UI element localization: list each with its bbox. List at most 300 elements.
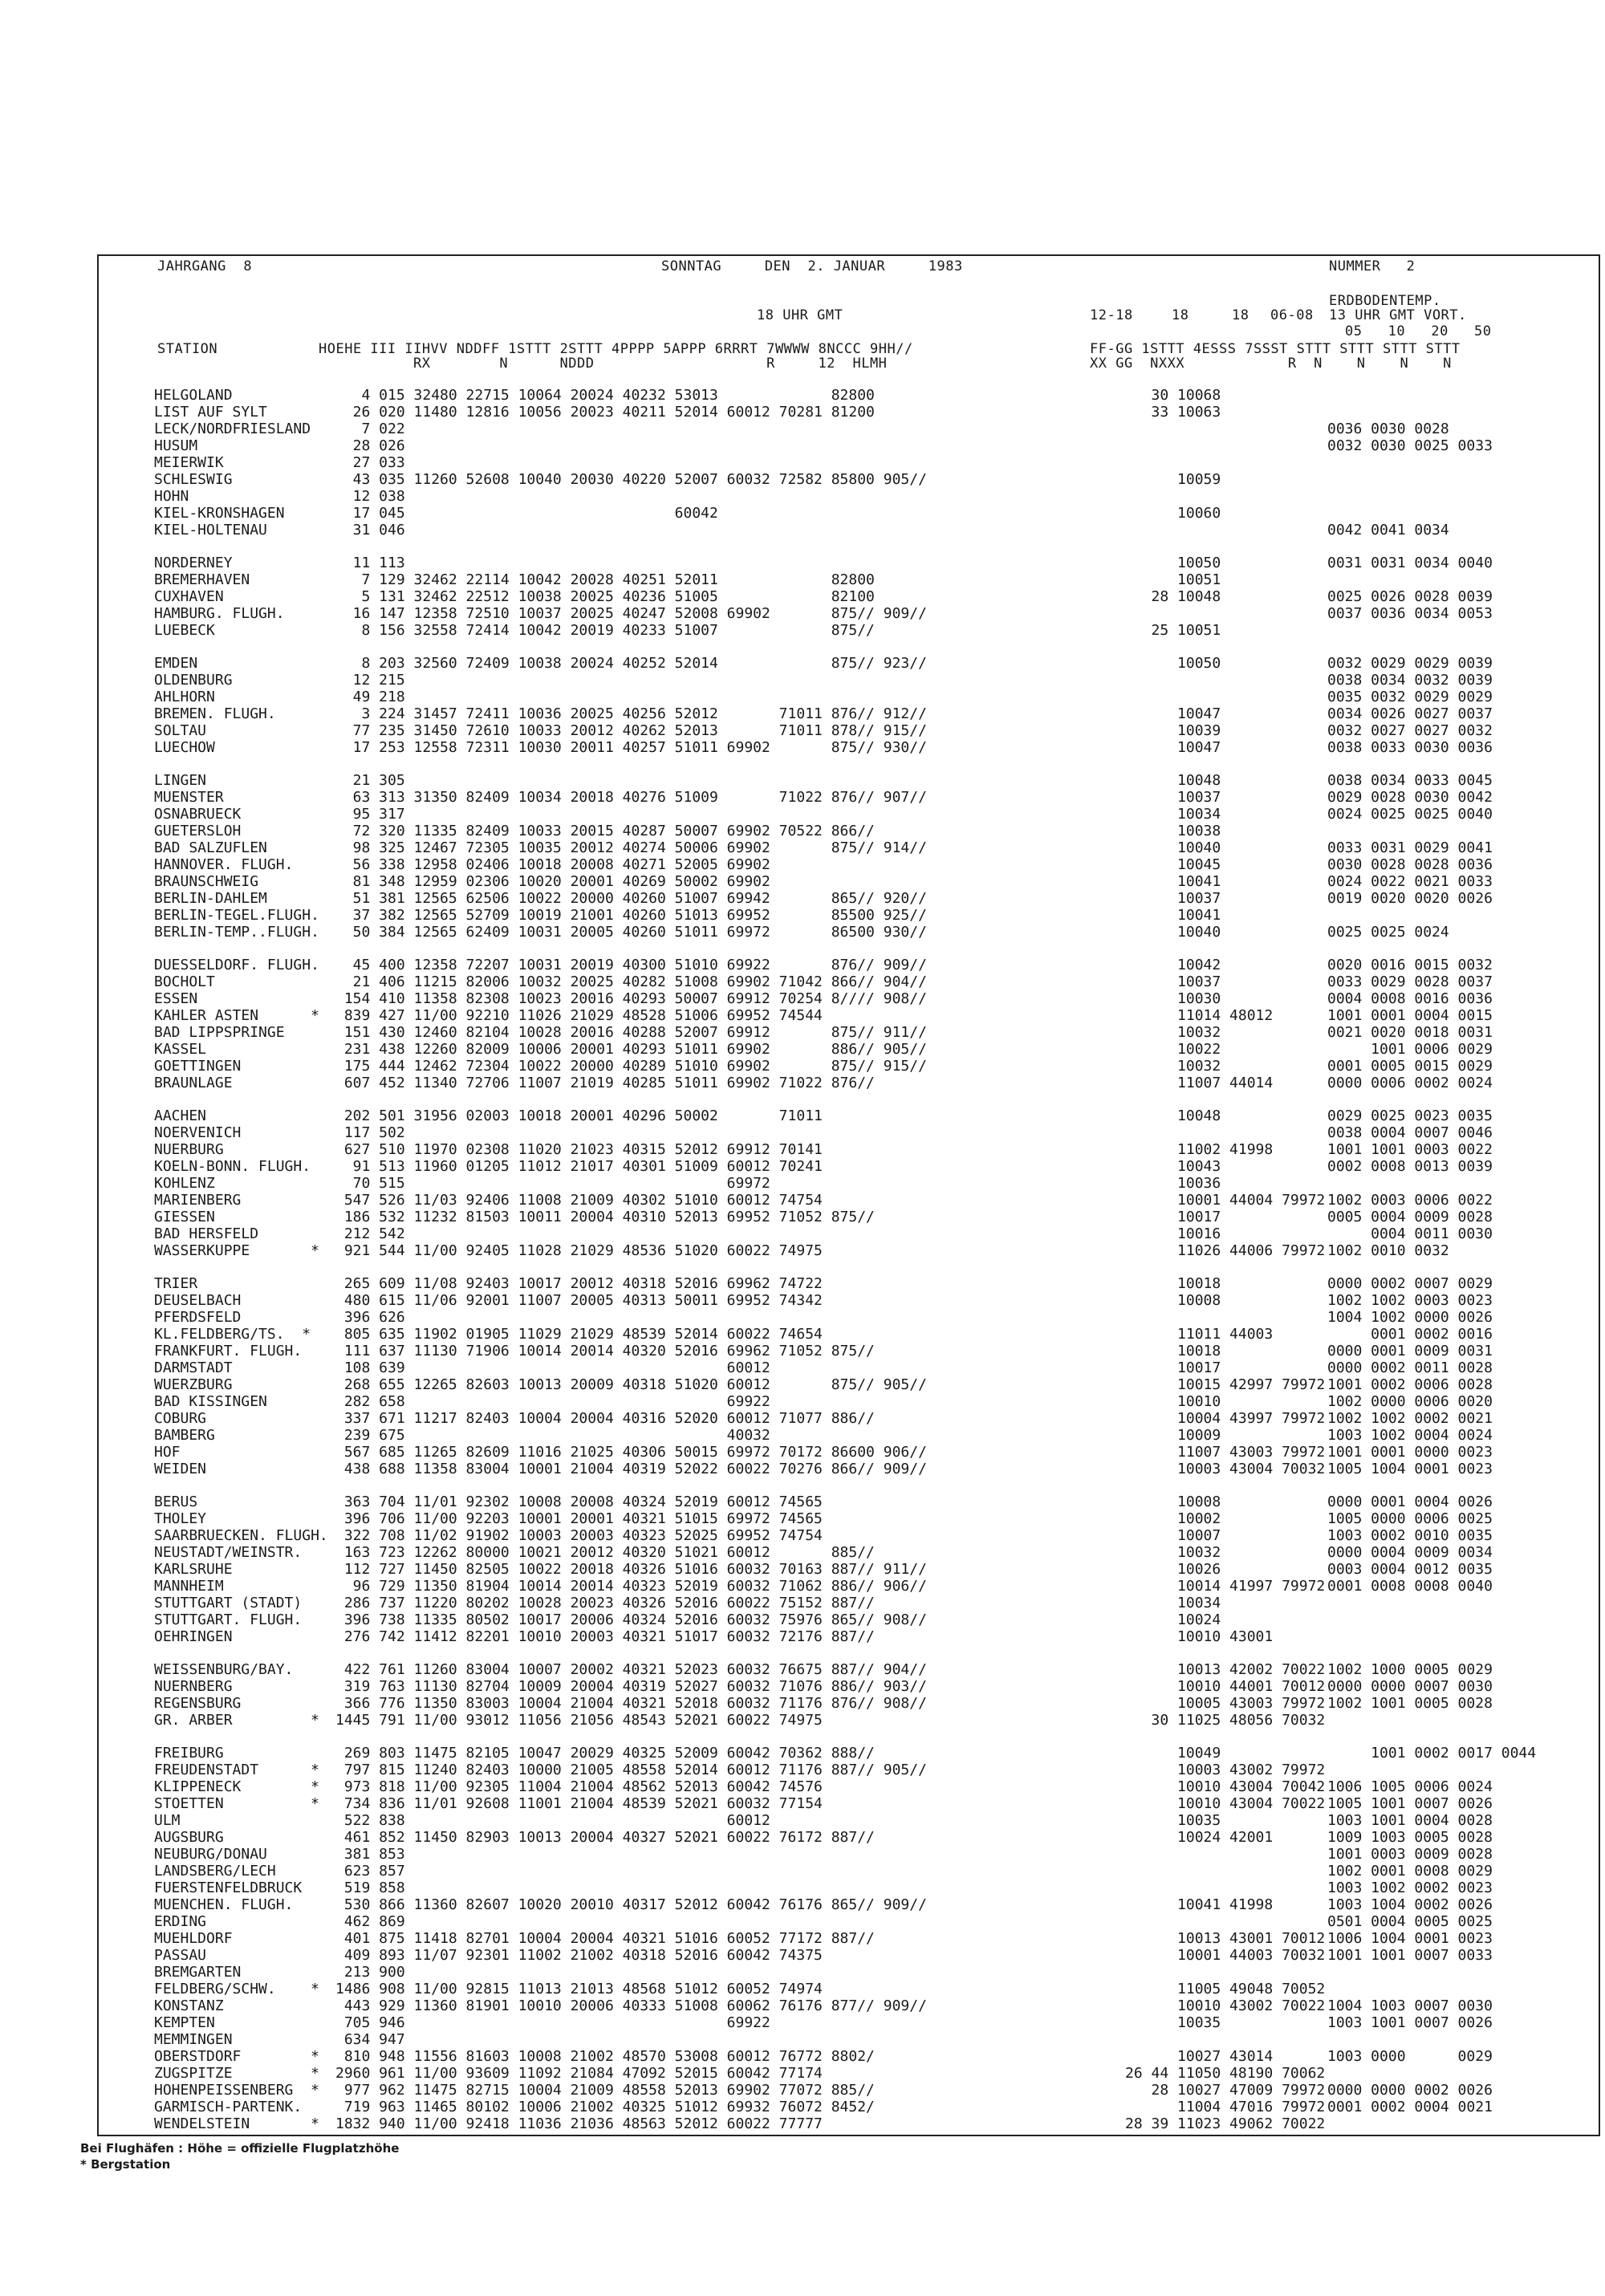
max-min-values: 10036 [1125, 1175, 1221, 1192]
station-name: KOELN-BONN. FLUGH. [154, 1158, 311, 1175]
observation-values: 319 763 11130 82704 10009 20004 40319 52027 60032 71076 886// 903// [335, 1678, 927, 1695]
station-name: MANNHEIM [154, 1578, 224, 1595]
max-min-values: 11026 44006 79972 [1125, 1242, 1326, 1259]
observation-values: 519 858 [335, 1879, 405, 1896]
observation-values: 363 704 11/01 92302 10008 20008 40324 52019 60012 74565 [335, 1493, 823, 1510]
max-min-values: 33 10063 [1125, 404, 1221, 421]
column-headers-right: FF-GG 1STTT 4ESSS 7SSST STTT STTT STTT STTT [1090, 341, 1461, 357]
max-min-values: 11014 48012 [1125, 1007, 1274, 1024]
observation-values: 202 501 31956 02003 10018 20001 40296 50002 71011 [335, 1107, 823, 1124]
table-row [154, 1326, 1591, 1343]
observation-values: 627 510 11970 02308 11020 21023 40315 52012 69912 70141 [335, 1141, 823, 1158]
uhr18-label: 18 UHR GMT [757, 307, 843, 323]
observation-values: 805 635 11902 01905 11029 21029 48539 52014 60022 74654 [335, 1326, 823, 1343]
table-row [154, 1393, 1591, 1410]
station-name: FREUDENSTADT * [154, 1762, 319, 1778]
station-name: BAMBERG [154, 1427, 215, 1444]
observation-values: 7 129 32462 22114 10042 20028 40251 52011 82800 [335, 571, 875, 588]
max-min-values: 10018 [1125, 1275, 1221, 1292]
station-group [154, 1493, 1591, 1645]
observation-values: 16 147 12358 72510 10037 20025 40247 52008 69902 875// 909// [335, 605, 927, 622]
table-row [154, 823, 1591, 839]
soil-temperatures: 1001 1001 0007 0033 [1327, 1947, 1493, 1964]
table-row [154, 705, 1591, 722]
station-name: KIEL-KRONSHAGEN [154, 505, 285, 522]
station-name: HOHENPEISSENBERG * [154, 2082, 319, 2099]
observation-values: 422 761 11260 83004 10007 20002 40321 52023 60032 76675 887// 904// [335, 1661, 927, 1678]
observation-values: 81 348 12959 02306 10020 20001 40269 50002 69902 [335, 873, 770, 890]
soil-temperatures: 0035 0032 0029 0029 [1327, 689, 1493, 705]
station-name: MUEHLDORF [154, 1930, 233, 1947]
soil-temperatures: 0032 0027 0027 0032 [1327, 722, 1493, 739]
observation-values: 7 022 [335, 421, 405, 437]
table-row [154, 2048, 1591, 2065]
max-min-values: 10005 43003 79972 [1125, 1695, 1326, 1712]
max-min-values: 10045 [1125, 856, 1221, 873]
station-name: LUECHOW [154, 739, 215, 756]
soil-temperatures: 0033 0031 0029 0041 [1327, 839, 1493, 856]
table-row [154, 1225, 1591, 1242]
observation-values: 719 963 11465 80102 10006 21002 40325 51012 69932 76072 8452/ [335, 2099, 875, 2115]
station-name: KLIPPENECK * [154, 1778, 319, 1795]
station-name: BAD SALZUFLEN [154, 839, 267, 856]
table-row [154, 1795, 1591, 1812]
max-min-values: 10001 44003 70032 [1125, 1947, 1326, 1964]
table-row [154, 1041, 1591, 1058]
col-06-08: 06-08 [1270, 307, 1314, 323]
max-min-values: 28 39 11023 49062 70022 [1125, 2115, 1326, 2132]
max-min-values: 10049 [1125, 1745, 1221, 1762]
max-min-values: 10034 [1125, 806, 1221, 823]
station-name: PASSAU [154, 1947, 207, 1964]
table-row [154, 1678, 1591, 1695]
soil-temperatures: 1001 0006 0029 [1327, 1041, 1493, 1058]
table-row [154, 973, 1591, 990]
max-min-values: 10010 [1125, 1393, 1221, 1410]
footnote-mountain: * Bergstation [80, 2157, 171, 2172]
soil-temperatures: 1003 1002 0004 0024 [1327, 1427, 1493, 1444]
observation-values: 45 400 12358 72207 10031 20019 40300 51010 69922 876// 909// [335, 957, 927, 973]
table-row [154, 1628, 1591, 1645]
soil-temperatures: 0038 0034 0033 0045 [1327, 772, 1493, 789]
max-min-values: 10048 [1125, 1107, 1221, 1124]
soil-temperatures: 0025 0025 0024 [1327, 924, 1449, 941]
observation-values: 175 444 12462 72304 10022 20000 40289 51010 69902 875// 915// [335, 1058, 927, 1075]
table-row [154, 1611, 1591, 1628]
station-name: WENDELSTEIN * [154, 2115, 319, 2132]
soil-temperatures: 0000 0000 0007 0030 [1327, 1678, 1493, 1695]
soil-temperatures: 1005 1004 0001 0023 [1327, 1461, 1493, 1477]
observation-values: 31 046 [335, 522, 405, 538]
soil-temperatures: 0021 0020 0018 0031 [1327, 1024, 1493, 1041]
soil-temperatures: 1001 0002 0017 0044 [1327, 1745, 1537, 1762]
issue-number: NUMMER 2 [1329, 258, 1416, 274]
soil-temperatures: 0030 0028 0028 0036 [1327, 856, 1493, 873]
max-min-values: 10007 [1125, 1527, 1221, 1544]
max-min-values: 10022 [1125, 1041, 1221, 1058]
soil-temperatures: 0000 0002 0011 0028 [1327, 1359, 1493, 1376]
table-row [154, 1493, 1591, 1510]
station-name: OEHRINGEN [154, 1628, 233, 1645]
max-min-values: 10010 44001 70012 [1125, 1678, 1326, 1695]
soil-temperatures: 0025 0026 0028 0039 [1327, 588, 1493, 605]
max-min-values: 10040 [1125, 924, 1221, 941]
observation-values: 117 502 [335, 1124, 405, 1141]
observation-values: 112 727 11450 82505 10022 20018 40326 51016 60032 70163 887// 911// [335, 1561, 927, 1578]
soil-temperatures: 0000 0001 0004 0026 [1327, 1493, 1493, 1510]
station-name: KOHLENZ [154, 1175, 215, 1192]
soil-temperatures: 1002 0001 0008 0029 [1327, 1863, 1493, 1879]
station-name: HOF [154, 1444, 181, 1461]
column-headers: HOEHE III IIHVV NDDFF 1STTT 2STTT 4PPPP 5APPP 6RRRT 7WWWW 8NCCC 9HH// [319, 341, 913, 357]
station-name: MUENSTER [154, 789, 224, 806]
observation-values: 977 962 11475 82715 10004 21009 48558 52013 69902 77072 885// [335, 2082, 875, 2099]
observation-values: 21 406 11215 82006 10032 20025 40282 51008 69902 71042 866// 904// [335, 973, 927, 990]
observation-values: 5 131 32462 22512 10038 20025 40236 51005 82100 [335, 588, 875, 605]
station-name: GOETTINGEN [154, 1058, 242, 1075]
station-name: LECK/NORDFRIESLAND [154, 421, 311, 437]
soil-temperatures: 0038 0034 0032 0039 [1327, 672, 1493, 689]
max-min-values: 10008 [1125, 1493, 1221, 1510]
max-min-values: 10043 [1125, 1158, 1221, 1175]
observation-values: 163 723 12262 80000 10021 20012 40320 51021 60012 885// [335, 1544, 875, 1561]
observation-values: 51 381 12565 62506 10022 20000 40260 51007 69942 865// 920// [335, 890, 927, 907]
soil-temperatures: 0003 0004 0012 0035 [1327, 1561, 1493, 1578]
observation-values: 286 737 11220 80202 10028 20023 40326 52016 60022 75152 887// [335, 1595, 875, 1611]
max-min-values: 28 10048 [1125, 588, 1221, 605]
soil-temperatures: 0031 0031 0034 0040 [1327, 555, 1493, 571]
table-row [154, 404, 1591, 421]
max-min-values: 10016 [1125, 1225, 1221, 1242]
station-group [154, 655, 1591, 756]
station-name: FUERSTENFELDBRUCK [154, 1879, 303, 1896]
table-row [154, 387, 1591, 404]
soil-temperatures: 0001 0008 0008 0040 [1327, 1578, 1493, 1595]
station-name: BOCHOLT [154, 973, 215, 990]
max-min-values: 10050 [1125, 555, 1221, 571]
soil-temperatures: 0038 0004 0007 0046 [1327, 1124, 1493, 1141]
table-row [154, 856, 1591, 873]
station-label: STATION [157, 341, 218, 357]
station-name: NEUSTADT/WEINSTR. [154, 1544, 303, 1561]
station-name: BERUS [154, 1493, 198, 1510]
station-name: CUXHAVEN [154, 588, 224, 605]
soil-temperatures: 1001 0002 0006 0028 [1327, 1376, 1493, 1393]
max-min-values: 10017 [1125, 1209, 1221, 1225]
table-row [154, 1913, 1591, 1930]
station-name: AACHEN [154, 1107, 207, 1124]
table-row [154, 739, 1591, 756]
observation-values: 322 708 11/02 91902 10003 20003 40323 52025 69952 74754 [335, 1527, 823, 1544]
table-row [154, 1947, 1591, 1964]
station-name: NUERBURG [154, 1141, 224, 1158]
max-min-values: 10042 [1125, 957, 1221, 973]
observation-values: 8 156 32558 72414 10042 20019 40233 51007 875// [335, 622, 875, 639]
observation-values: 95 317 [335, 806, 405, 823]
max-min-values: 11007 44014 [1125, 1075, 1274, 1091]
station-name: DARMSTADT [154, 1359, 233, 1376]
soil-temperatures: 1001 1001 0003 0022 [1327, 1141, 1493, 1158]
table-row [154, 1024, 1591, 1041]
station-name: ERDING [154, 1913, 207, 1930]
observation-values: 623 857 [335, 1863, 405, 1879]
station-name: HAMBURG. FLUGH. [154, 605, 285, 622]
table-row [154, 772, 1591, 789]
table-row [154, 2065, 1591, 2082]
max-min-values: 10041 [1125, 873, 1221, 890]
station-name: FRANKFURT. FLUGH. [154, 1343, 303, 1359]
soil-temperatures: 0005 0004 0009 0028 [1327, 1209, 1493, 1225]
observation-values: 401 875 11418 82701 10004 20004 40321 51016 60052 77172 887// [335, 1930, 875, 1947]
observation-values: 37 382 12565 52709 10019 21001 40260 51013 69952 85500 925// [335, 907, 927, 924]
observation-values: 4 015 32480 22715 10064 20024 40232 53013 82800 [335, 387, 875, 404]
table-row [154, 1981, 1591, 1997]
table-row [154, 873, 1591, 890]
soil-temperatures: 1002 0000 0006 0020 [1327, 1393, 1493, 1410]
observation-values: 705 946 69922 [335, 2014, 770, 2031]
table-row [154, 505, 1591, 522]
max-min-values: 10013 43001 70012 [1125, 1930, 1326, 1947]
max-min-values: 10013 42002 70022 [1125, 1661, 1326, 1678]
station-name: GARMISCH-PARTENK. [154, 2099, 303, 2115]
station-name: BREMEN. FLUGH. [154, 705, 276, 722]
soil-temperatures: 1001 0003 0009 0028 [1327, 1846, 1493, 1863]
soil-temperatures: 0019 0020 0020 0026 [1327, 890, 1493, 907]
max-min-values: 10018 [1125, 1343, 1221, 1359]
table-row [154, 1695, 1591, 1712]
station-name: WEIDEN [154, 1461, 207, 1477]
observation-values: 547 526 11/03 92406 11008 21009 40302 51010 60012 74754 [335, 1192, 823, 1209]
max-min-values: 11002 41998 [1125, 1141, 1274, 1158]
observation-values: 265 609 11/08 92403 10017 20012 40318 52016 69962 74722 [335, 1275, 823, 1292]
table-row [154, 1192, 1591, 1209]
observation-values: 70 515 69972 [335, 1175, 770, 1192]
max-min-values: 10050 [1125, 655, 1221, 672]
table-row [154, 1812, 1591, 1829]
station-name: SCHLESWIG [154, 471, 233, 488]
observation-values: 797 815 11240 82403 10000 21005 48558 52014 60012 71176 887// 905// [335, 1762, 927, 1778]
observation-values: 462 869 [335, 1913, 405, 1930]
observation-values: 461 852 11450 82903 10013 20004 40327 52021 60022 76172 887// [335, 1829, 875, 1846]
max-min-values: 10032 [1125, 1544, 1221, 1561]
station-name: MEIERWIK [154, 454, 224, 471]
max-min-values: 10010 43004 70042 [1125, 1778, 1326, 1795]
max-min-values: 10037 [1125, 973, 1221, 990]
station-name: BAD LIPPSPRINGE [154, 1024, 285, 1041]
table-row [154, 1007, 1591, 1024]
observation-values: 268 655 12265 82603 10013 20009 40318 51020 60012 875// 905// [335, 1376, 927, 1393]
max-min-values: 10026 [1125, 1561, 1221, 1578]
max-min-values: 26 44 11050 48190 70062 [1125, 2065, 1326, 2082]
table-row [154, 1829, 1591, 1846]
table-row [154, 1544, 1591, 1561]
station-name: REGENSBURG [154, 1695, 242, 1712]
max-min-values: 10017 [1125, 1359, 1221, 1376]
station-name: AHLHORN [154, 689, 215, 705]
soil-temperatures: 0001 0002 0004 0021 [1327, 2099, 1493, 2115]
max-min-values: 10003 43004 70032 [1125, 1461, 1326, 1477]
observation-values: 530 866 11360 82607 10020 20010 40317 52012 60042 76176 865// 909// [335, 1896, 927, 1913]
observation-values: 186 532 11232 81503 10011 20004 40310 52013 69952 71052 875// [335, 1209, 875, 1225]
table-row [154, 1595, 1591, 1611]
station-name: BREMERHAVEN [154, 571, 250, 588]
table-row [154, 588, 1591, 605]
col-18a: 18 [1172, 307, 1189, 323]
table-row [154, 1444, 1591, 1461]
table-row [154, 437, 1591, 454]
max-min-values: 10008 [1125, 1292, 1221, 1309]
table-row [154, 1343, 1591, 1359]
table-row [154, 1058, 1591, 1075]
soil-temperatures: 1003 1004 0002 0026 [1327, 1896, 1493, 1913]
table-row [154, 622, 1591, 639]
soil-temperatures: 0000 0002 0007 0029 [1327, 1275, 1493, 1292]
station-name: LUEBECK [154, 622, 215, 639]
observation-values: 3 224 31457 72411 10036 20025 40256 52012 71011 876// 912// [335, 705, 927, 722]
table-row [154, 571, 1591, 588]
station-group [154, 772, 1591, 941]
soil-temperatures: 1004 1003 0007 0030 [1327, 1997, 1493, 2014]
max-min-values: 10041 41998 [1125, 1896, 1274, 1913]
observation-values: 26 020 11480 12816 10056 20023 40211 52014 60012 70281 81200 [335, 404, 875, 421]
soil-temperatures: 0004 0008 0016 0036 [1327, 990, 1493, 1007]
column-subheaders: RX N NDDD R 12 HLMH [413, 356, 888, 372]
station-group [154, 1275, 1591, 1477]
max-min-values: 10035 [1125, 1812, 1221, 1829]
max-min-values: 10001 44004 79972 [1125, 1192, 1326, 1209]
observation-values: 49 218 [335, 689, 405, 705]
table-row [154, 1510, 1591, 1527]
soil-temperatures: 0020 0016 0015 0032 [1327, 957, 1493, 973]
table-row [154, 1158, 1591, 1175]
soil-temperatures: 0034 0026 0027 0037 [1327, 705, 1493, 722]
observation-values: 98 325 12467 72305 10035 20012 40274 50006 69902 875// 914// [335, 839, 927, 856]
table-row [154, 1527, 1591, 1544]
table-row [154, 1745, 1591, 1762]
observation-values: 810 948 11556 81603 10008 21002 48570 53008 60012 76772 8802/ [335, 2048, 875, 2065]
soil-temperatures: 1006 1005 0006 0024 [1327, 1778, 1493, 1795]
soil-temperatures: 1002 0003 0006 0022 [1327, 1192, 1493, 1209]
max-min-values: 10035 [1125, 2014, 1221, 2031]
max-min-values: 10010 43004 70022 [1125, 1795, 1326, 1812]
soil-temperatures: 1002 0010 0032 [1327, 1242, 1449, 1259]
soil-temperatures: 1002 1002 0003 0023 [1327, 1292, 1493, 1309]
table-row [154, 1242, 1591, 1259]
table-row [154, 1175, 1591, 1192]
soil-temperatures: 0032 0030 0025 0033 [1327, 437, 1493, 454]
table-row [154, 1661, 1591, 1678]
table-row [154, 1896, 1591, 1913]
station-name: STUTTGART (STADT) [154, 1595, 303, 1611]
soil-temperatures: 0501 0004 0005 0025 [1327, 1913, 1493, 1930]
soil-temperatures: 0029 0025 0023 0035 [1327, 1107, 1493, 1124]
observation-values: 438 688 11358 83004 10001 21004 40319 52022 60022 70276 866// 909// [335, 1461, 927, 1477]
max-min-values: 10024 42001 [1125, 1829, 1274, 1846]
table-row [154, 789, 1591, 806]
soil-temperatures: 1002 1001 0005 0028 [1327, 1695, 1493, 1712]
max-min-values: 10037 [1125, 789, 1221, 806]
soil-temperatures: 1003 1001 0004 0028 [1327, 1812, 1493, 1829]
station-name: HOHN [154, 488, 189, 505]
max-min-values: 10010 43001 [1125, 1628, 1274, 1645]
observation-values: 108 639 60012 [335, 1359, 770, 1376]
table-row [154, 1930, 1591, 1947]
jahrgang: JAHRGANG 8 [157, 258, 253, 274]
issue-date: SONNTAG DEN 2. JANUAR 1983 [661, 258, 963, 274]
max-min-values: 10009 [1125, 1427, 1221, 1444]
station-name: WUERZBURG [154, 1376, 233, 1393]
table-row [154, 1461, 1591, 1477]
table-row [154, 924, 1591, 941]
station-name: GIESSEN [154, 1209, 215, 1225]
station-name: HELGOLAND [154, 387, 233, 404]
observation-values: 63 313 31350 82409 10034 20018 40276 51009 71022 876// 907// [335, 789, 927, 806]
table-row [154, 1410, 1591, 1427]
table-row [154, 1578, 1591, 1595]
station-name: KEMPTEN [154, 2014, 215, 2031]
soil-temperatures: 1001 0001 0004 0015 [1327, 1007, 1493, 1024]
max-min-values: 10027 43014 [1125, 2048, 1274, 2065]
soil-temperatures: 0029 0028 0030 0042 [1327, 789, 1493, 806]
station-name: SOLTAU [154, 722, 207, 739]
station-name: KL.FELDBERG/TS. * [154, 1326, 311, 1343]
station-name: HANNOVER. FLUGH. [154, 856, 294, 873]
soil-temperatures: 1006 1004 0001 0023 [1327, 1930, 1493, 1947]
station-name: KASSEL [154, 1041, 207, 1058]
station-name: LIST AUF SYLT [154, 404, 267, 421]
max-min-values: 10060 [1125, 505, 1221, 522]
depths-label: 05 10 20 50 [1345, 323, 1492, 339]
observation-values: 607 452 11340 72706 11007 21019 40285 51011 69902 71022 876// [335, 1075, 875, 1091]
observation-values: 72 320 11335 82409 10033 20015 40287 50007 69902 70522 866// [335, 823, 875, 839]
soil-temperatures: 1003 0000 0029 [1327, 2048, 1493, 2065]
observation-values: 27 033 [335, 454, 405, 471]
max-min-values: 10010 43002 70022 [1125, 1997, 1326, 2014]
station-name: LINGEN [154, 772, 207, 789]
station-name: BREMGARTEN [154, 1964, 242, 1981]
station-name: BRAUNLAGE [154, 1075, 233, 1091]
table-row [154, 488, 1591, 505]
station-name: ESSEN [154, 990, 198, 1007]
station-name: MUENCHEN. FLUGH. [154, 1896, 294, 1913]
max-min-values: 10002 [1125, 1510, 1221, 1527]
observation-values: 213 900 [335, 1964, 405, 1981]
station-name: ULM [154, 1812, 181, 1829]
station-group [154, 957, 1591, 1091]
observation-values: 43 035 11260 52608 10040 20030 40220 52007 60032 72582 85800 905// [335, 471, 927, 488]
table-row [154, 1107, 1591, 1124]
observation-values: 17 253 12558 72311 10030 20011 40257 51011 69902 875// 930// [335, 739, 927, 756]
observation-values: 56 338 12958 02406 10018 20008 40271 52005 69902 [335, 856, 770, 873]
observation-values: 396 706 11/00 92203 10001 20001 40321 51015 69972 74565 [335, 1510, 823, 1527]
max-min-values: 10051 [1125, 571, 1221, 588]
table-row [154, 990, 1591, 1007]
table-row [154, 1846, 1591, 1863]
col-18b: 18 [1232, 307, 1249, 323]
table-row [154, 1376, 1591, 1393]
observation-values: 921 544 11/00 92405 11028 21029 48536 51020 60022 74975 [335, 1242, 823, 1259]
station-name: STUTTGART. FLUGH. [154, 1611, 303, 1628]
station-name: DEUSELBACH [154, 1292, 242, 1309]
observation-values: 1486 908 11/00 92815 11013 21013 48568 51012 60052 74974 [335, 1981, 823, 1997]
station-group [154, 555, 1591, 639]
observation-values: 366 776 11350 83003 10004 21004 40321 52018 60032 71176 876// 908// [335, 1695, 927, 1712]
table-row [154, 1275, 1591, 1292]
station-name: GR. ARBER * [154, 1712, 319, 1729]
table-row [154, 421, 1591, 437]
observation-values: 21 305 [335, 772, 405, 789]
station-group [154, 1107, 1591, 1259]
